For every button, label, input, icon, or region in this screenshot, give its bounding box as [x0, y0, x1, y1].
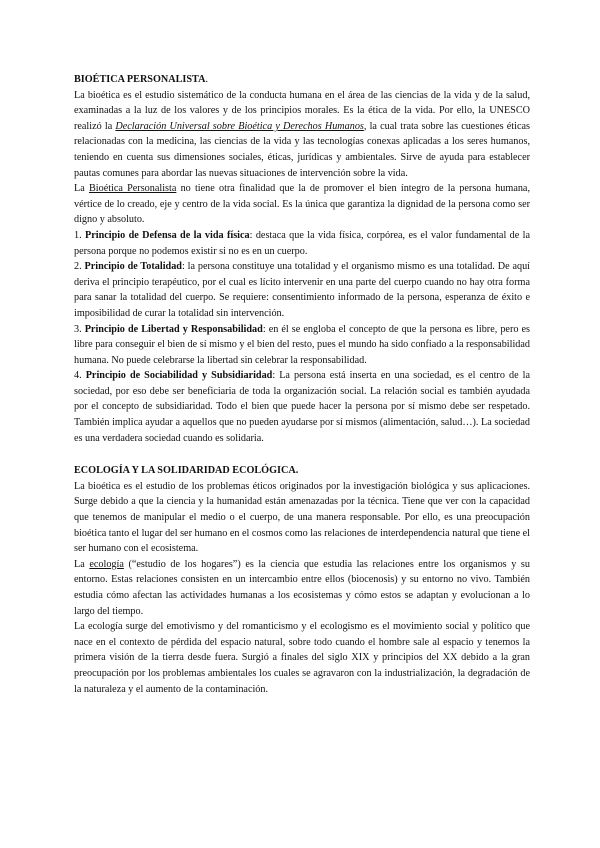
principle-name: Principio de Defensa de la vida física [85, 229, 250, 241]
paragraph-text: no tiene otra finalidad que la de promover el bien íntegro de la persona humana, vértice de lo creado, eje y centro de la vida social. Es la única que garantiza la dignidad de la persona como ser digno y absoluto. [74, 183, 530, 226]
paragraph-ecologia-definition [74, 557, 530, 619]
principle-name: Principio de Totalidad [84, 261, 182, 273]
principle-text: : La persona está inserta en una sociedad, es el centro de la sociedad, por eso debe ser beneficiaria de toda la organización social. La relación social es también ayudada por el concepto de subsidiaridad. Todo el bien que puede hacer la persona por sí mismo debe ser respetado. También implica ayudar a aquellos que no pueden ayudarse por sí mismos (alimentación, salud…). La sociedad es una verdadera sociedad cuando es solidaria. [74, 370, 530, 444]
bioetica-personalista-link[interactable]: Bioética Personalista [88, 183, 177, 195]
principle-number: 1. [74, 229, 86, 241]
principle-text: : la persona constituye una totalidad y el organismo mismo es una totalidad. De aquí deriva el principio terapéutico, por el cual es lícito intervenir en una parte del cuerpo cuando no hay otra forma para sanar la totalidad del cuerpo. Se requiere: consentimiento informado de la persona, esperanza de éxito e imposibilidad de curar la totalidad sin intervención. [74, 261, 530, 319]
principle-text: : destaca que la vida física, corpórea, es el valor fundamental de la persona porque no podemos existir si no es en un cuerpo. [74, 229, 531, 257]
paragraph-ecologia-intro: La bioética es el estudio de los problemas éticos originados por la investigación biológica y sus aplicaciones. Surge debido a que la ciencia y la humanidad están amenazadas por la técnica. Tiene que ver con la capacidad que tenemos de manipular el medio o el cuerpo, de una manera responsable. Por ello, es una preocupación bioética tanto el lugar del ser humano en el cosmos como las relaciones de interdependencia natural que tiene el ser humano con el ecosistema. [74, 480, 530, 555]
principle-text: : en él se engloba el concepto de que la persona es libre, pero es libre para conseguir el bien de sí mismo y el bien del resto, pues el mundo ha sido confiado a la responsabilidad humana. No puede celebrarse la libertad sin celebrar la responsabilidad. [74, 323, 530, 366]
principle-number: 2. [74, 261, 85, 273]
paragraph-ecologismo: La ecología surge del emotivismo y del romanticismo y el ecologismo es el movimiento social y político que nace en el contexto de pérdida del espacio natural, sobre todo cuando el hombre sale al espacio y tenemos la primera visión de la tierra desde fuera. Surgió a finales del siglo XIX y principios del XX debido a la gran preocupación por los problemas ambientales los cuales se agravaron con la industrialización, la degradación de la naturaleza y el aumento de la contaminación. [74, 621, 530, 695]
principle-item [74, 228, 530, 259]
paragraph-text: , la cual trata sobre las cuestiones éticas relacionadas con la medicina, las ciencias de la vida y las tecnologías conexas aplicadas a los seres humanos, teniendo en cuenta sus dimensiones sociales, éticas, jurídicas y ambientales. Sirve de ayuda para establecer pautas comunes para abordar las nuevas situaciones de intervención sobre la vida. [74, 120, 530, 179]
section-title-bioetica [74, 72, 530, 88]
section-title-ecologia: ECOLOGÍA Y LA SOLIDARIDAD ECOLÓGICA. [74, 465, 299, 477]
paragraph-bioetica-intro [74, 88, 530, 182]
document-body [74, 72, 530, 697]
principle-number: 3. [74, 323, 85, 335]
paragraph-text: La [74, 558, 90, 570]
section-title-text: BIOÉTICA PERSONALISTA [74, 74, 206, 85]
principle-item [74, 322, 530, 369]
paragraph-text: (“estudio de los hogares”) es la ciencia que estudia las relaciones entre los organismos y su entorno. Estas relaciones consisten en un intercambio entre ellos (biocenosis) y su entorno no vivo. También estudia cómo afectan las actividades humanas a los ecosistemas y cómo estos se adaptan y evolucionan a lo largo del tiempo. [74, 558, 530, 617]
principle-name: Principio de Libertad y Responsabilidad [84, 323, 263, 335]
declaration-link[interactable]: Declaración Universal sobre Bioética y Derechos Humanos [115, 120, 364, 132]
principle-name: Principio de Sociabilidad y Subsidiaridad [85, 370, 273, 382]
paragraph-personalista [74, 181, 530, 228]
principle-number: 4. [74, 370, 86, 382]
ecologia-link[interactable]: ecología [89, 558, 124, 570]
principle-item [74, 259, 530, 321]
paragraph-text: La bioética es el estudio sistemático de la conducta humana en el área de las ciencias de la vida y de la salud, examinadas a la luz de los valores y de los principios morales. Es la ética de la vida. Por ello, la UNESCO realizó la [74, 89, 530, 132]
principle-item [74, 368, 530, 446]
title-period: . [205, 74, 208, 85]
paragraph-text: La [74, 183, 89, 195]
